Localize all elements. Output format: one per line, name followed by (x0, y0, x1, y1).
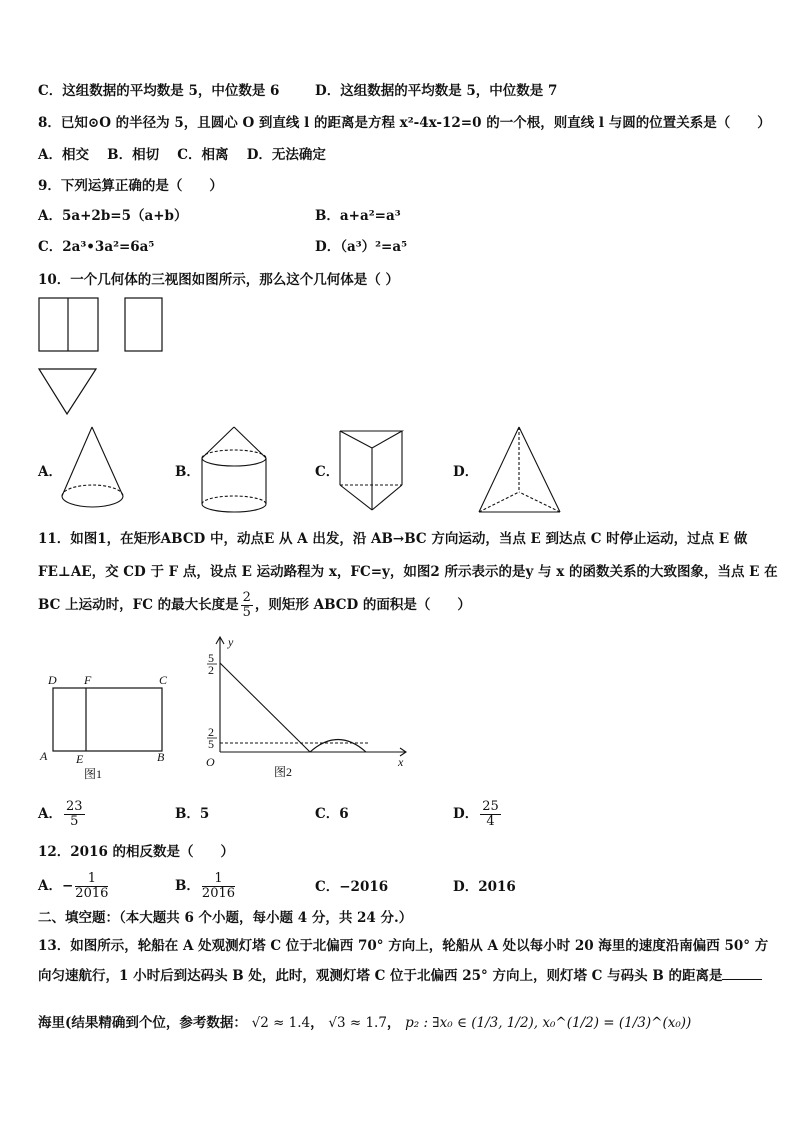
q12-stem: 12．2016 的相反数是（ ） (38, 844, 235, 860)
triangular-prism-figure (337, 428, 407, 516)
q8-options: A．相交 B．相切 C．相离 D．无法确定 (38, 147, 326, 163)
label-c: C (159, 673, 168, 687)
q11-line1: 11．如图1，在矩形ABCD 中，动点E 从 A 出发，沿 AB→BC 方向运动，当点 E 到达点 C 时停止运动，过点 E 做 (38, 531, 748, 547)
q11-option-c: C．6 (315, 806, 349, 822)
axis-x-label: x (398, 755, 404, 769)
q9-stem: 9．下列运算正确的是（ ） (38, 178, 223, 194)
q13-line3: 海里(结果精确到个位，参考数据： √2 ≈ 1.4， √3 ≈ 1.7， p₂ : ∃x₀ ∈ (1/3, 1/2), x₀^(1/2) = (1/3)^(x₀)) (38, 1015, 692, 1031)
tick-low-den: 5 (208, 737, 214, 751)
q13-line2: 向匀速航行，1 小时后到达码头 B 处，此时，观测灯塔 C 位于北偏西 25° 方向上，则灯塔 C 与码头 B 的距离是 (38, 967, 762, 985)
q11-line2: FE⊥AE，交 CD 于 F 点，设点 E 运动路程为 x，FC=y，如图2 所示表示的是y 与 x 的函数关系的大致图象，当点 E 在 (38, 564, 778, 580)
q9-option-b: B．a+a²=a³ (315, 208, 401, 224)
tick-low-num: 2 (208, 725, 214, 739)
q12-option-b: B． $\frac{1}{2016}$ (175, 871, 236, 901)
top-view (39, 369, 96, 414)
answer-blank[interactable] (722, 967, 762, 980)
q10-option-b-label: B． (175, 464, 200, 480)
q9-option-d: D．（a³）²=a⁵ (315, 239, 408, 255)
q12-option-d: D．2016 (453, 879, 516, 895)
label-a: A (40, 749, 48, 763)
cone-figure (58, 424, 130, 516)
q10-option-d-label: D． (453, 464, 479, 480)
q10-stem: 10．一个几何体的三视图如图所示，那么这个几何体是（ ） (38, 272, 399, 288)
q11-option-b: B．5 (175, 806, 210, 822)
ref-sqrt2: √2 ≈ 1.4 (251, 1015, 311, 1031)
q11-line3-b: ，则矩形 ABCD 的面积是（ ） (254, 597, 471, 613)
fraction-two-fifths: $\frac{2}{5}$ (242, 590, 251, 620)
label-b: B (157, 750, 165, 764)
section-2-heading: 二、填空题：（本大题共 6 个小题，每小题 4 分，共 24 分.） (38, 910, 413, 926)
pyramid-figure (474, 424, 566, 516)
q11-line3 (38, 588, 471, 622)
tick-top-den: 2 (208, 663, 214, 677)
q8-stem: 8．已知⊙O 的半径为 5，且圆心 O 到直线 l 的距离是方程 x²-4x-12=0 的一个根，则直线 l 与圆的位置关系是（ ） (38, 115, 771, 131)
q9-option-a: A．5a+2b=5（a+b） (38, 208, 188, 224)
ref-sqrt3: √3 ≈ 1.7 (328, 1015, 387, 1031)
q7-option-d: D．这组数据的平均数是 5，中位数是 7 (315, 83, 558, 99)
q11-option-a: A． $\frac{23}{5}$ (38, 799, 83, 829)
tick-top-num: 5 (208, 651, 214, 665)
q13-line1: 13．如图所示，轮船在 A 处观测灯塔 C 位于北偏西 70° 方向上，轮船从 A 处以每小时 20 海里的速度沿南偏西 50° 方 (38, 938, 769, 954)
label-f: F (84, 673, 92, 687)
label-e: E (76, 752, 84, 766)
q10-option-a-label: A． (38, 464, 62, 480)
axis-y-label: y (228, 635, 234, 649)
figure-1-caption: 图1 (84, 767, 103, 781)
q7-option-c: C．这组数据的平均数是 5，中位数是 6 (38, 83, 280, 99)
q12-option-a: A．− $\frac{1}{2016}$ (38, 871, 109, 901)
side-view (125, 298, 162, 351)
figure-1-rectangle (36, 668, 176, 788)
label-d: D (48, 673, 57, 687)
q12-option-c: C．−2016 (315, 879, 389, 895)
q11-option-d: D． $\frac{25}{4}$ (453, 799, 499, 829)
q11-line3-a: BC 上运动时，FC 的最大长度是 (38, 597, 239, 613)
three-view-drawing (36, 294, 176, 420)
q9-option-c: C．2a³•3a²=6a⁵ (38, 239, 155, 255)
q10-option-c-label: C． (315, 464, 340, 480)
figure-2-graph (200, 632, 415, 782)
ref-p2: p₂ : ∃x₀ ∈ (1/3, 1/2), x₀^(1/2) = (1/3)^(x₀)) (405, 1015, 692, 1031)
figure-2-caption: 图2 (274, 765, 293, 779)
cone-on-cylinder-figure (196, 424, 274, 519)
origin-label: O (206, 755, 215, 769)
